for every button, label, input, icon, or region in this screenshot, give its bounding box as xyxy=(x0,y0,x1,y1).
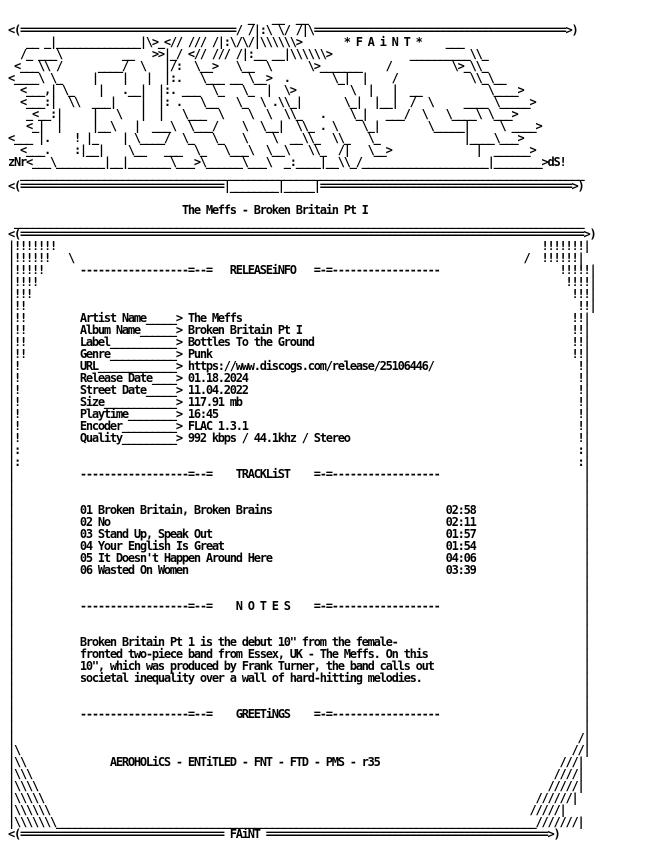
nfo-line: | 05 It Doesn't Happen Around Here 04:06 | xyxy=(8,551,590,565)
nfo-line: | 10", which was produced by Frank Turner, the band calls out | xyxy=(8,659,590,673)
nfo-line: |\\\\\\\________________________________________________________________________________///////| xyxy=(8,815,584,829)
nfo-line: _<__:| | \ | | \___ \ \ \ \\_ . \_| ___/ \ \____\ \___> xyxy=(8,107,518,121)
nfo-line: |\\ AEROHOLiCS - ENTiTLED - FNT - FTD - PMS - r35 ///| xyxy=(8,755,584,769)
nfo-text xyxy=(8,12,595,840)
nfo-line: | societal inequality over a wall of hard-hitting melodies. | xyxy=(8,671,590,685)
nfo-line: |\\\\\ //////| xyxy=(8,791,578,805)
nfo-line: |\ //| xyxy=(8,743,590,757)
nfo-line: | 02 No 02:11 | xyxy=(8,515,590,529)
nfo-line: | 04 Your English Is Great 01:54 | xyxy=(8,539,590,553)
nfo-line: | | xyxy=(8,623,590,637)
nfo-line: | ------------------=--= TRACKLiST =-=------------------ | xyxy=(8,467,590,481)
nfo-line: | | xyxy=(8,479,590,493)
nfo-line: |!! Album Name______> Broken Britain Pt I !!| xyxy=(8,323,590,337)
nfo-line: |!! !!| xyxy=(8,299,596,313)
nfo-line: |\\\\\\ /////| xyxy=(8,803,566,817)
nfo-line: | 06 Wasted On Women 03:39 | xyxy=(8,563,590,577)
nfo-line: <___\\ / ____/ \ |/: \__> \__ \ \>_______ / \>_\\_ xyxy=(8,59,488,73)
nfo-line: |! Size____________> 117.91 mb !| xyxy=(8,395,590,409)
nfo-line: |!!! !!!| xyxy=(8,287,596,301)
nfo-line: | 03 Stand Up, Speak Out 01:57 | xyxy=(8,527,590,541)
nfo-line: <_| | |__\ | ___\ \___/ \ \__| \\_ . \ \_| \_____| \ ____> xyxy=(8,119,542,133)
nfo-line: |!!!!! ------------------=--= RELEASEiNFO =-=------------------ !!!!!| xyxy=(8,263,596,277)
nfo-line: | | xyxy=(8,575,590,589)
nfo-line: <___,| \_ | .__| |:. ___ \_ \_ | \> \ | | __ \____> xyxy=(8,83,524,97)
nfo-line: <___:| \\ ___| | |: . \__ \_ \ .\\_| \_| |__| / \ ____ \_____> xyxy=(8,95,536,109)
nfo-line: /_ ___\ __ >>|_/ <// /// /|:__ __|\\\\\\> __________\\_ xyxy=(8,47,488,61)
nfo-line: zNr<___\________|__|_______\___>\______\___\ _:____|__\\_/_____________________|________>dS! xyxy=(8,155,566,169)
nfo-line: ______________________________________________________________________________________________ xyxy=(8,167,584,181)
nfo-line: <(==============================================================================================>) xyxy=(8,227,596,241)
nfo-line: |\\\ ////| xyxy=(8,767,584,781)
nfo-line: | 01 Broken Britain, Broken Brains 02:58 | xyxy=(8,503,590,517)
nfo-line: __ _|______________|\>_<// /// /|:\/\/|\\\\\\> * F A i N T * ___ xyxy=(8,35,464,49)
nfo-line: | Broken Britain Pt 1 is the debut 10" from the female- | xyxy=(8,635,590,649)
nfo-line: |! Quality_________> 992 kbps / 44.1khz / Stereo !| xyxy=(8,431,590,445)
nfo-line: |!! Artist Name_____> The Meffs !!| xyxy=(8,311,590,325)
nfo-line: |! Street Date_____> 11.04.2022 !| xyxy=(8,383,590,397)
nfo-line: |: :| xyxy=(8,443,590,457)
nfo-line: | ------------------=--= N O T E S =-=------------------ | xyxy=(8,599,590,613)
nfo-line: |! Playtime________> 16:45 !| xyxy=(8,407,590,421)
nfo-line: |!! Genre___________> Punk !!| xyxy=(8,347,590,361)
nfo-line: | /| xyxy=(8,731,590,745)
nfo-line: | | xyxy=(8,695,590,709)
nfo-line: |! URL_____________> https://www.discogs.com/release/25106446/ !| xyxy=(8,359,590,373)
nfo-line: <(==================================|________|_____|==========================================>) xyxy=(8,179,584,193)
nfo-line: |!! Label___________> Bottles To the Ground !!| xyxy=(8,335,590,349)
nfo-line: |!!!!!!! !!!!!!!| xyxy=(8,239,590,253)
nfo-line: |\\\\ /////| xyxy=(8,779,584,793)
nfo-line: | ------------------=--= GREETiNGS =-=------------------ | xyxy=(8,707,590,721)
nfo-line: <(====================================/ /|:\ \/ /|\==========================================>) xyxy=(8,23,578,37)
nfo-line: _______________________________________________________________________________________________ xyxy=(8,215,584,229)
nfo-line: | | xyxy=(8,719,590,733)
nfo-line: | | xyxy=(8,491,590,505)
nfo-line: |! Encoder_________> FLAC 1.3.1 !| xyxy=(8,419,590,433)
nfo-line: | fronted two-piece band from Essex, UK - The Meffs. On this | xyxy=(8,647,590,661)
nfo-line: |!!!! !!!!| xyxy=(8,275,596,289)
nfo-line: | | xyxy=(8,611,590,625)
nfo-line: The Meffs - Broken Britain Pt I xyxy=(8,203,368,217)
nfo-line: | | xyxy=(8,587,590,601)
nfo-line: <___. :|__| \__ ___ \_ \___\ \__\ \\_ /| \__> | ______> xyxy=(8,143,536,157)
nfo-line: |: :| xyxy=(8,455,590,469)
nfo-line: <___ |. ! |_ | \____/ \_ \_ \ \ __\\_ \\_ \_ |____\___> xyxy=(8,131,524,145)
nfo-line: <____\ \_ | | | |:. \___ __ \__> . \_| | / \\_\__ xyxy=(8,71,506,85)
nfo-line: | | xyxy=(8,683,590,697)
nfo-line: |!!!!!! \ / !!!!!!| xyxy=(8,251,584,265)
nfo-line: _ __ __ xyxy=(8,11,308,25)
nfo-line: <(================================== FAiNT ===============================================>) xyxy=(8,827,560,841)
nfo-line: |! Release Date____> 01.18.2024 !| xyxy=(8,371,590,385)
